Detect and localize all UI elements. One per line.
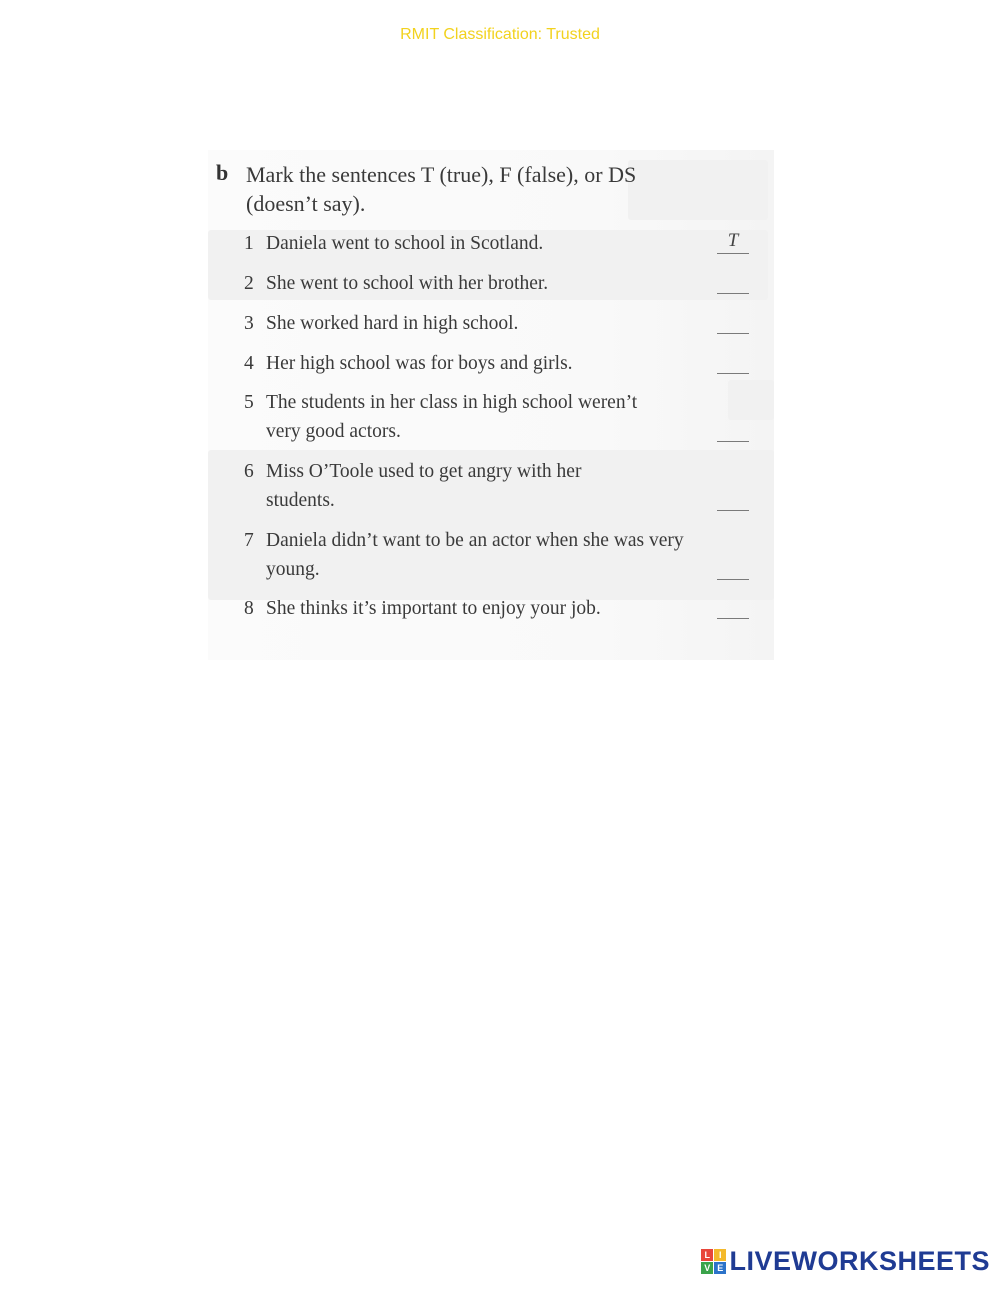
- question-number: 1: [244, 233, 254, 254]
- answer-blank[interactable]: [717, 351, 749, 374]
- answer-blank[interactable]: [717, 271, 749, 294]
- question-number: 8: [244, 598, 254, 619]
- question-text: She thinks it’s important to enjoy your job.: [266, 598, 601, 619]
- logo-mark-letter: I: [714, 1249, 726, 1261]
- question-item: [244, 594, 749, 623]
- question-text: Miss O’Toole used to get angry with her students.: [266, 461, 582, 511]
- question-number: 2: [244, 273, 254, 294]
- question-item: [244, 269, 749, 298]
- question-text: The students in her class in high school weren’t very good actors.: [266, 392, 638, 442]
- answer-blank[interactable]: [717, 596, 749, 619]
- question-text: Daniela went to school in Scotland.: [266, 233, 544, 254]
- question-item: [244, 349, 749, 378]
- question-text: She worked hard in high school.: [266, 313, 519, 334]
- exercise-instruction: Mark the sentences T (true), F (false), or DS (doesn’t say).: [246, 162, 637, 216]
- answer-blank[interactable]: [717, 419, 749, 442]
- question-number: 7: [244, 530, 254, 551]
- answer-blank[interactable]: [717, 488, 749, 511]
- logo-mark-letter: E: [714, 1262, 726, 1274]
- question-number: 5: [244, 392, 254, 413]
- question-item: [244, 229, 749, 258]
- answer-blank[interactable]: [717, 557, 749, 580]
- classification-label: RMIT Classification: Trusted: [400, 26, 600, 43]
- exercise-letter: b: [216, 160, 229, 185]
- logo-mark-letter: V: [701, 1262, 713, 1274]
- question-number: 3: [244, 313, 254, 334]
- answer-blank[interactable]: [717, 311, 749, 334]
- question-item: [244, 526, 749, 584]
- question-item: [244, 309, 749, 338]
- question-item: [244, 388, 749, 446]
- liveworksheets-logo-icon: [701, 1249, 726, 1274]
- logo-mark-letter: L: [701, 1249, 713, 1261]
- liveworksheets-logo-text: LIVEWORKSHEETS: [729, 1246, 990, 1276]
- liveworksheets-logo[interactable]: [701, 1246, 990, 1277]
- question-text: Her high school was for boys and girls.: [266, 353, 573, 374]
- question-text: She went to school with her brother.: [266, 273, 549, 294]
- question-text: Daniela didn’t want to be an actor when she was very young.: [266, 530, 684, 580]
- question-number: 4: [244, 353, 254, 374]
- answer-blank[interactable]: T: [717, 231, 749, 254]
- question-item: [244, 457, 749, 515]
- question-number: 6: [244, 461, 254, 482]
